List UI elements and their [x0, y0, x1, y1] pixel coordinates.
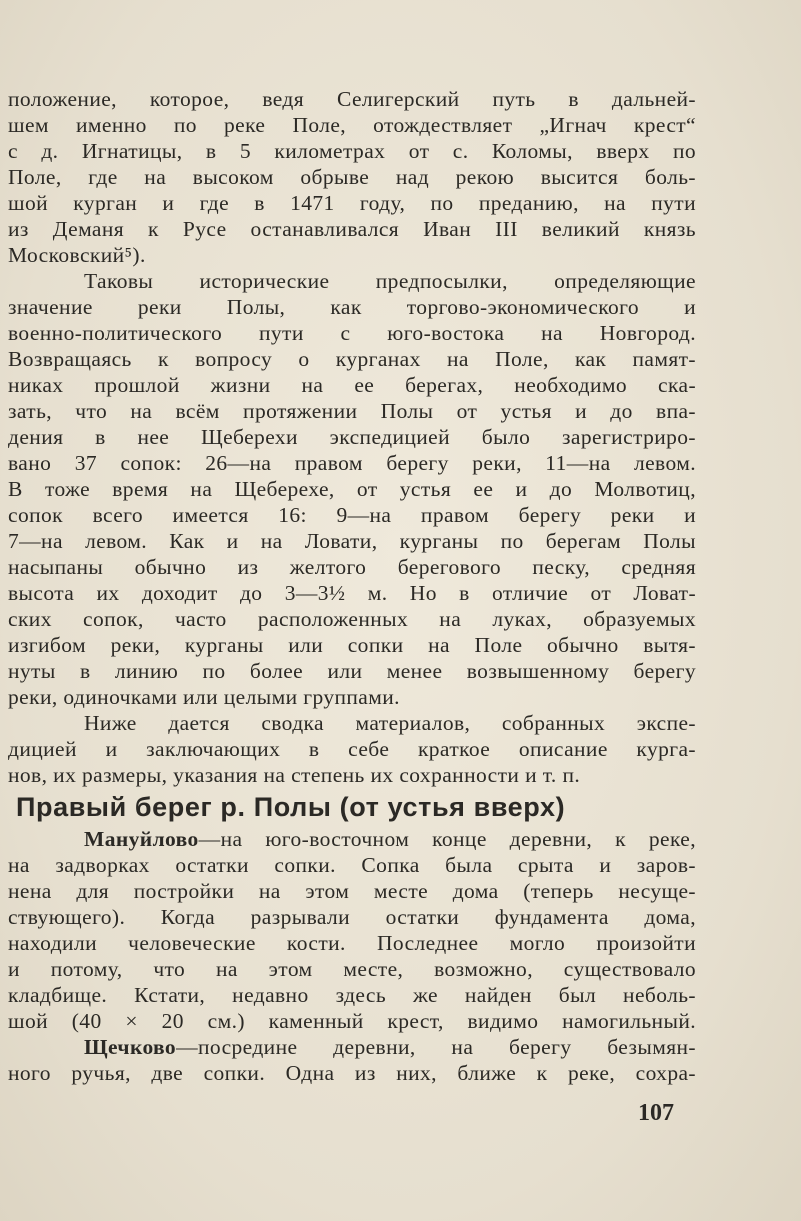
- text-line: и потому, что на этом месте, возможно, существовало: [8, 957, 696, 981]
- text-line: ствующего). Когда разрывали остатки фундамента дома,: [8, 905, 696, 929]
- text-line: ских сопок, часто расположенных на луках, образуемых: [8, 607, 696, 631]
- text-line: дения в нее Щеберехи экспедицией было зарегистриро-: [8, 425, 696, 449]
- text-line: кладбище. Кстати, недавно здесь же найден был неболь-: [8, 983, 696, 1007]
- text-line: из Деманя к Русе останавливался Иван III великий князь: [8, 217, 696, 241]
- text-line: дицией и заключающих в себе краткое описание курга-: [8, 737, 696, 761]
- place-name: Щечково: [84, 1035, 177, 1059]
- text-line: Поле, где на высоком обрыве над рекою высится боль-: [8, 165, 696, 189]
- text-line: положение, которое, ведя Селигерский путь в дальней-: [8, 87, 696, 111]
- text-line: реки, одиночками или целыми группами.: [8, 685, 400, 709]
- text-line: нуты в линию по более или менее возвышенному берегу: [8, 659, 696, 683]
- text-line: изгибом реки, курганы или сопки на Поле обычно вытя-: [8, 633, 696, 657]
- page-number: 107: [638, 1100, 674, 1126]
- text-line: высота их доходит до 3—3½ м. Но в отличие от Ловат-: [8, 581, 696, 605]
- text-line: насыпаны обычно из желтого берегового песку, средняя: [8, 555, 696, 579]
- text-line: зать, что на всём протяжении Полы от устья и до впа-: [8, 399, 696, 423]
- place-name: Мануйлово: [84, 827, 199, 851]
- text-line: Таковы исторические предпосылки, определяющие: [84, 269, 696, 293]
- text-line: вано 37 сопок: 26—на правом берегу реки, 11—на левом.: [8, 451, 696, 475]
- body-text-upper: [8, 86, 696, 788]
- entry-text: —посредине деревни, на берегу безымян-: [176, 1035, 696, 1059]
- text-line: с д. Игнатицы, в 5 километрах от с. Коломы, вверх по: [8, 139, 696, 163]
- text-line: 7—на левом. Как и на Ловати, курганы по берегам Полы: [8, 529, 696, 553]
- text-line: сопок всего имеется 16: 9—на правом берегу реки и: [8, 503, 696, 527]
- entry-text: —на юго-восточном конце деревни, к реке,: [198, 827, 696, 851]
- body-text-lower: [8, 826, 696, 1086]
- section-heading: Правый берег р. Полы (от устья вверх): [16, 792, 566, 822]
- text-line: нов, их размеры, указания на степень их сохранности и т. п.: [8, 763, 581, 787]
- text-line: на задворках остатки сопки. Сопка была срыта и заров-: [8, 853, 696, 877]
- text-line: находили человеческие кости. Последнее могло произойти: [8, 931, 696, 955]
- text-line: военно-политического пути с юго-востока на Новгород.: [8, 321, 696, 345]
- text-line: Ниже дается сводка материалов, собранных экспе-: [84, 711, 696, 735]
- text-line: нена для постройки на этом месте дома (теперь несуще-: [8, 879, 696, 903]
- entry-first-line: [8, 1034, 696, 1060]
- text-line: шой (40 × 20 см.) каменный крест, видимо намогильный.: [8, 1009, 696, 1033]
- text-line: В тоже время на Щеберехе, от устья ее и до Молвотиц,: [8, 477, 696, 501]
- entry-first-line: [8, 826, 696, 852]
- text-line: никах прошлой жизни на ее берегах, необходимо ска-: [8, 373, 696, 397]
- text-line: шем именно по реке Поле, отождествляет „Игнач крест“: [8, 113, 696, 137]
- text-line: значение реки Полы, как торгово-экономического и: [8, 295, 696, 319]
- text-line: Московский⁵).: [8, 243, 146, 267]
- text-line: шой курган и где в 1471 году, по преданию, на пути: [8, 191, 696, 215]
- text-line: Возвращаясь к вопросу о курганах на Поле, как памят-: [8, 347, 696, 371]
- text-line: ного ручья, две сопки. Одна из них, ближе к реке, сохра-: [8, 1061, 696, 1085]
